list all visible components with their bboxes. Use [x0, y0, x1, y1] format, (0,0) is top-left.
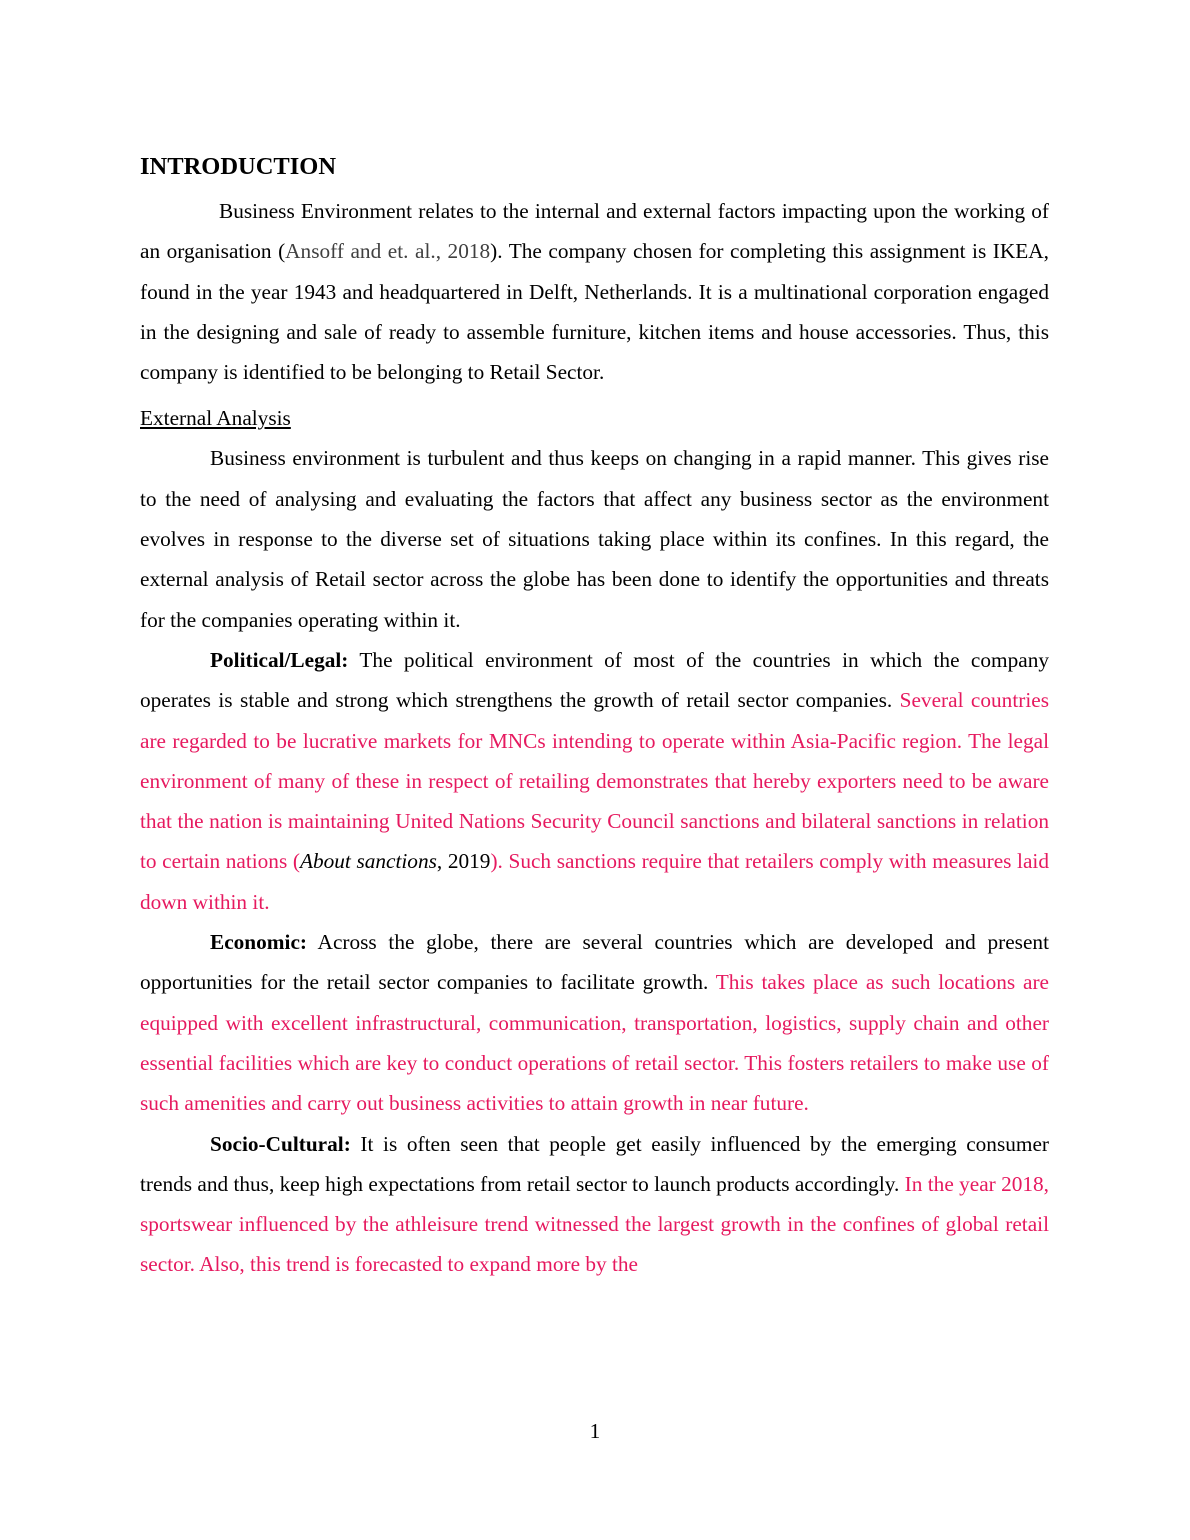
political-citation-title: About sanctions [299, 849, 437, 874]
intro-text-end: ). The company chosen for completing this assignment is IKEA, found in the year 1943 and headquartered in Delft, Netherlands. It is a multinational corporation engaged in the designing and sale of ready to assemble furniture, kitchen items and house accessories. Thus, this company is identified to be belonging to Retail Sector. [140, 239, 1049, 385]
political-citation-year: , 2019 [436, 849, 491, 874]
political-text: The political environment of most of the countries in which the company operates is stable and strong which strengthens the growth of retail sector companies. [140, 647, 1049, 713]
political-highlight-start: Several countries are regarded to be lucrative markets for MNCs intending to operate within Asia-Pacific region. The legal environment of many of these in respect of retailing demonstrates that hereby exporters need to be aware that the nation is maintaining United Nations Security Council sanctions and bilateral sanctions in relation to certain nations ( [140, 688, 1049, 874]
political-paragraph [140, 640, 1049, 922]
economic-paragraph [140, 922, 1049, 1123]
page-title: INTRODUCTION [140, 153, 337, 180]
intro-paragraph [140, 191, 1049, 392]
economic-text: Across the globe, there are several countries which are developed and present opportunities for the retail sector companies to facilitate growth. [140, 930, 1049, 995]
external-analysis-paragraph: Business environment is turbulent and thus keeps on changing in a rapid manner. This gives rise to the need of analysing and evaluating the factors that affect any business sector as the environment evolves in response to the diverse set of situations taking place within its confines. In this regard, the external analysis of Retail sector across the globe has been done to identify the opportunities and threats for the companies operating within it. [140, 446, 1049, 632]
section-heading-external-analysis: External Analysis [140, 406, 291, 431]
political-highlight-end: ). Such sanctions require that retailers comply with measures laid down within it. [140, 849, 1049, 914]
socio-cultural-paragraph [140, 1124, 1049, 1285]
page-number: 1 [589, 1419, 601, 1443]
socio-cultural-highlight: In the year 2018, sportswear influenced by the athleisure trend witnessed the largest growth in the confines of global retail sector. Also, this trend is forecasted to expand more by the [140, 1171, 1050, 1277]
socio-cultural-text: It is often seen that people get easily influenced by the emerging consumer trends and thus, keep high expectations from retail sector to launch products accordingly. [140, 1131, 1049, 1196]
economic-label: Economic: [210, 930, 308, 955]
economic-highlight: This takes place as such locations are equipped with excellent infrastructural, communication, transportation, logistics, supply chain and other essential facilities which are key to conduct operations of retail sector. This fosters retailers to make use of such amenities and carry out business activities to attain growth in near future. [140, 970, 1049, 1116]
intro-text-start: Business Environment relates to the internal and external factors impacting upon the working of an organisation ( [140, 199, 1049, 264]
socio-cultural-label: Socio-Cultural: [210, 1131, 351, 1156]
intro-citation: Ansoff and et. al., 2018 [285, 239, 491, 264]
document-page [140, 150, 1049, 1285]
political-label: Political/Legal: [210, 647, 349, 672]
